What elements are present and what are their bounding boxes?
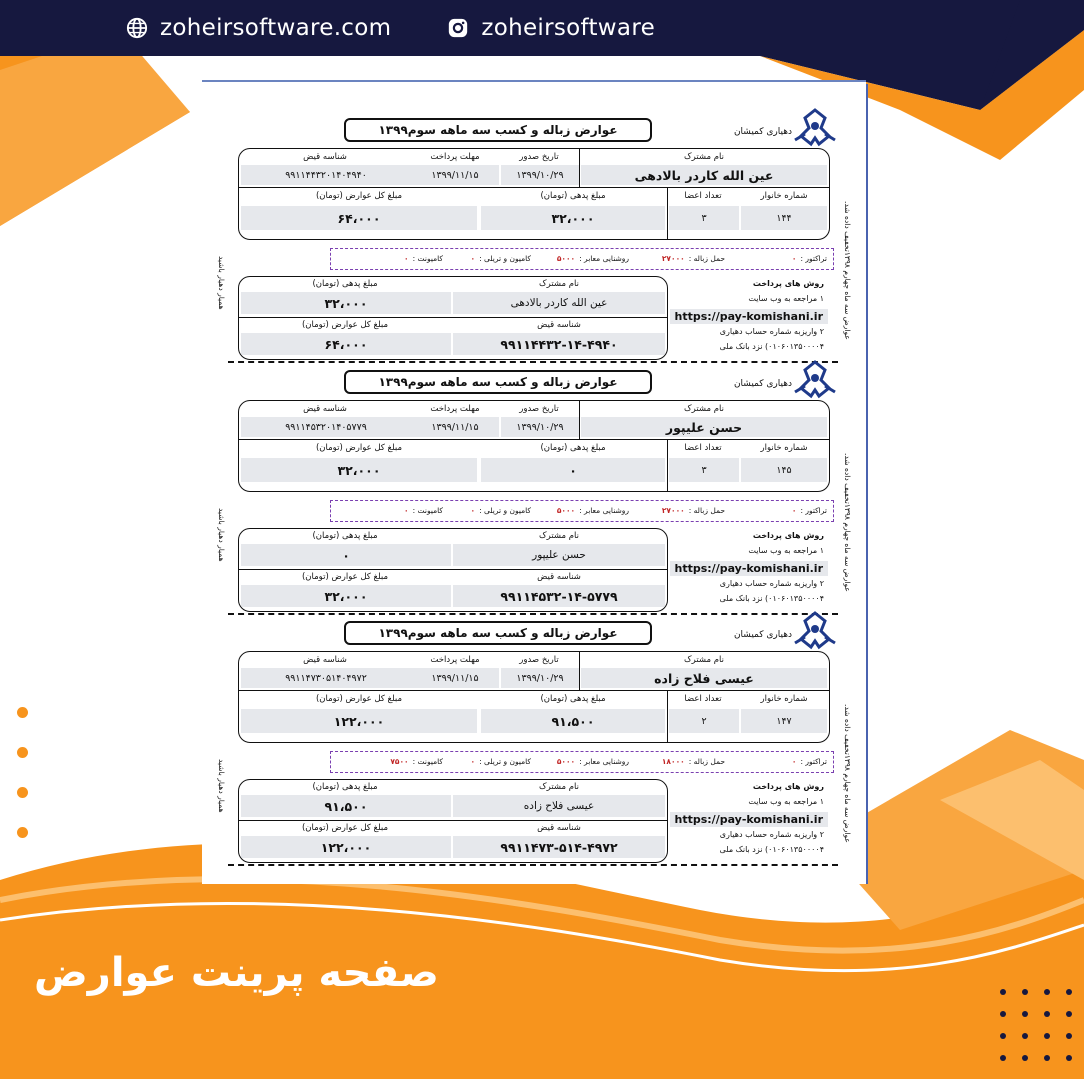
total-amount-text: مبلغ کل عوارض (تومان): [315, 694, 403, 704]
garbage-text: حمل زباله :: [688, 506, 725, 515]
decorative-dot: [1000, 1011, 1006, 1017]
members-label: [667, 694, 739, 704]
lighting-text: روشنایی معابر :: [579, 757, 629, 766]
stub-bill-id-label: [451, 823, 667, 833]
members-count: [669, 458, 739, 482]
bill-id-label: [239, 655, 411, 665]
stub-total-label: [239, 572, 451, 582]
van-text: ۰: [404, 506, 409, 515]
top-bar: [0, 0, 1084, 56]
decorative-dot: [1022, 1033, 1028, 1039]
subscriber-label: [579, 152, 829, 162]
household-no: [741, 458, 827, 482]
org-name: [722, 379, 792, 389]
org-name: [722, 630, 792, 640]
decorative-dots-right: [996, 985, 1084, 1065]
decorative-dot: [1066, 1055, 1072, 1061]
bill-id-text: ۹۹۱۱۴۵۳۲۰۱۴۰۵۷۷۹: [285, 421, 367, 433]
instagram-text: zoheirsoftware: [481, 15, 656, 41]
members-count: [669, 709, 739, 733]
pay-url-text: https://pay-komishani.ir: [674, 310, 823, 323]
total-text: ۶۴،۰۰۰: [324, 336, 368, 352]
pay-methods-title: [753, 782, 824, 791]
fee-lighting: [557, 506, 629, 515]
van-text: کامیونت :: [412, 254, 443, 263]
total-text: ۱۲۲،۰۰۰: [333, 713, 385, 729]
stub-bill-id-label: [451, 572, 667, 582]
fee-truck-trailer: [471, 254, 531, 263]
pay-method-website: [748, 546, 824, 555]
bill-main-box: [238, 148, 830, 240]
helper-note: [212, 733, 226, 813]
subscriber-text: نام مشترک: [684, 655, 724, 665]
paid-amount: [481, 206, 665, 230]
page-caption: صفحه پرینت عوارض: [34, 950, 439, 996]
decorative-dot: [1022, 1055, 1028, 1061]
tractor-text: ۰: [791, 506, 797, 515]
due-date-label: [411, 152, 499, 162]
org-name: [722, 127, 792, 137]
decorative-dot: [1044, 1011, 1050, 1017]
website-text: zoheirsoftware.com: [160, 15, 392, 41]
issue-date-text: تاریخ صدور: [519, 404, 559, 414]
fee-garbage: [662, 757, 725, 766]
due-date: [411, 165, 499, 185]
subscriber-text: نام مشترک: [684, 404, 724, 414]
due-date-label: [411, 655, 499, 665]
paid-amount: [481, 709, 665, 733]
website-link[interactable]: [126, 15, 391, 41]
paid-amount-text: مبلغ پدهی (تومان): [540, 191, 606, 201]
title-text: عوارض زباله و کسب سه ماهه سوم۱۳۹۹: [378, 123, 618, 137]
paid-text: ۹۱،۵۰۰: [551, 713, 595, 729]
truck-trailer-text: کامیون و تریلی :: [479, 506, 531, 515]
bill-id-label: [239, 152, 411, 162]
bill-id-text: شناسه قیض: [303, 152, 347, 162]
household-no-text: شماره خانوار: [760, 191, 808, 201]
subscriber-name: [581, 668, 827, 688]
title-text: عوارض زباله و کسب سه ماهه سوم۱۳۹۹: [378, 626, 618, 640]
bill-title: [344, 370, 652, 394]
side-right-text: عوارض سه ماه چهارم ۱۳۹۸تخفیف داده شد.: [843, 704, 852, 843]
issue-date-label: [499, 655, 579, 665]
decorative-dot: [1044, 989, 1050, 995]
total-text: ۱۲۲،۰۰۰: [320, 839, 372, 855]
decorative-dot: [1044, 1033, 1050, 1039]
stub-paid-amount: [241, 544, 451, 566]
subscriber-text: نام مشترک: [539, 782, 579, 792]
household-no-text: ۱۴۴: [776, 212, 792, 224]
total-label: [239, 191, 479, 201]
stub-subscriber-label: [451, 782, 667, 792]
pay-2-text: ۲ واریزبه شماره حساب دهیاری: [719, 579, 824, 588]
lighting-text: ۵۰۰۰: [556, 506, 576, 515]
van-text: کامیونت :: [412, 506, 443, 515]
household-label: [739, 191, 829, 201]
members-text: ۳: [701, 464, 707, 476]
pay-1-text: ۱ مراجعه به وب سایت: [748, 546, 824, 555]
issue-date: [501, 165, 579, 185]
issue-date-text: ۱۳۹۹/۱۰/۲۹: [516, 672, 564, 684]
stub-bill-id-label: [451, 320, 667, 330]
fee-van: [404, 254, 443, 263]
discount-note: [838, 683, 852, 843]
issue-date-label: [499, 152, 579, 162]
due-date-text: مهلت پرداخت: [430, 152, 480, 162]
garbage-text: ۱۸۰۰۰: [661, 757, 685, 766]
stub-paid-label: [239, 531, 451, 541]
members-text: تعداد اعضا: [684, 694, 722, 704]
household-no: [741, 709, 827, 733]
fee-breakdown: [330, 500, 834, 522]
pay-2-text: ۲ واریزبه شماره حساب دهیاری: [719, 327, 824, 336]
stub-total-amount: [241, 836, 451, 858]
bill-title: [344, 621, 652, 645]
issue-date-text: ۱۳۹۹/۱۰/۲۹: [516, 169, 564, 181]
pay-methods-title: [753, 531, 824, 540]
paid-text: ۰: [569, 462, 577, 478]
pay-methods-text: روش های پرداخت: [752, 782, 824, 791]
stub-subscriber-label: [451, 531, 667, 541]
helper-note: [212, 230, 226, 310]
tractor-text: تراکتور :: [800, 506, 827, 515]
stub-bill-id-text: ۹۹۱۱۴۵۳۲-۱۴-۵۷۷۹: [500, 588, 618, 604]
truck-trailer-text: ۰: [470, 506, 476, 515]
due-date: [411, 668, 499, 688]
paid-amount-text: مبلغ پدهی (تومان): [312, 531, 378, 541]
title-text: عوارض زباله و کسب سه ماهه سوم۱۳۹۹: [378, 375, 618, 389]
issue-date: [501, 668, 579, 688]
truck-trailer-text: ۰: [470, 254, 476, 263]
pay-url-link[interactable]: [670, 309, 828, 324]
members-text: تعداد اعضا: [684, 443, 722, 453]
truck-trailer-text: کامیون و تریلی :: [479, 254, 531, 263]
cut-line: [228, 864, 838, 866]
bill-id-text: شناسه قیض: [537, 320, 581, 330]
bill-title: [344, 118, 652, 142]
dehyari-logo-icon: [791, 108, 839, 148]
fee-tractor: [792, 757, 827, 766]
pay-methods-title: [753, 279, 824, 288]
total-amount-text: مبلغ کل عوارض (تومان): [315, 443, 403, 453]
dehyari-logo-icon: [791, 611, 839, 651]
bill-card-3: [202, 583, 866, 855]
fee-truck-trailer: [471, 757, 531, 766]
stub-bill-id-text: ۹۹۱۱۴۴۳۲-۱۴-۴۹۴۰: [500, 336, 618, 352]
name-text: عین الله کاردر بالادهی: [510, 297, 608, 309]
bill-id-text: شناسه قیض: [537, 823, 581, 833]
pay-account-text: ۰۱۰۶۰۱۳۵۰۰۰۰۴) نزد بانک ملی: [719, 594, 824, 603]
decorative-dot: [1066, 1033, 1072, 1039]
stub-paid-label: [239, 782, 451, 792]
total-amount-text: مبلغ کل عوارض (تومان): [301, 572, 389, 582]
org-text: دهیاری کمیشان: [733, 630, 792, 640]
bill-id-text: شناسه قیض: [303, 404, 347, 414]
stub-subscriber-name: [453, 795, 665, 817]
stub-subscriber-label: [451, 279, 667, 289]
org-text: دهیاری کمیشان: [733, 127, 792, 137]
paid-amount-text: مبلغ پدهی (تومان): [312, 279, 378, 289]
household-no-text: شماره خانوار: [760, 694, 808, 704]
payment-methods: [672, 779, 832, 863]
name-text: عیسی فلاح زاده: [654, 670, 754, 686]
name-text: عیسی فلاح زاده: [523, 800, 595, 812]
paid-text: ۳۲،۰۰۰: [324, 295, 368, 311]
due-date-text: ۱۳۹۹/۱۱/۱۵: [431, 672, 479, 684]
issue-date-text: تاریخ صدور: [519, 655, 559, 665]
household-no-text: ۱۴۷: [776, 715, 792, 727]
stub-bill-id-text: ۹۹۱۱۴۷۳-۵۱۴-۴۹۷۲: [500, 839, 618, 855]
bill-card-1: [202, 80, 866, 352]
subscriber-text: نام مشترک: [539, 279, 579, 289]
tractor-text: تراکتور :: [800, 254, 827, 263]
garbage-text: حمل زباله :: [688, 757, 725, 766]
household-no: [741, 206, 827, 230]
lighting-text: ۵۰۰۰: [556, 254, 576, 263]
decorative-dot: [1022, 1011, 1028, 1017]
paid-text: ۹۱،۵۰۰: [324, 798, 368, 814]
side-right-text: عوارض سه ماه چهارم ۱۳۹۸تخفیف داده شد.: [843, 453, 852, 592]
issue-date-text: تاریخ صدور: [519, 152, 559, 162]
name-text: عین الله کاردر بالادهی: [634, 167, 774, 183]
household-no-text: ۱۴۵: [776, 464, 792, 476]
due-date: [411, 417, 499, 437]
members-text: ۳: [701, 212, 707, 224]
total-label: [239, 694, 479, 704]
van-text: ۰: [404, 254, 409, 263]
pay-account-number: [720, 845, 824, 854]
bill-id: [241, 668, 411, 688]
paid-amount-text: مبلغ پدهی (تومان): [540, 694, 606, 704]
side-left-text: همیار دهیار باشید: [217, 256, 226, 310]
bill-id: [241, 165, 411, 185]
total-text: ۶۴،۰۰۰: [337, 210, 381, 226]
members-label: [667, 443, 739, 453]
subscriber-label: [579, 655, 829, 665]
bill-stub: [238, 779, 668, 863]
decorative-dot: [1000, 1055, 1006, 1061]
truck-trailer-text: کامیون و تریلی :: [479, 757, 531, 766]
discount-note: [838, 180, 852, 340]
side-left-text: همیار دهیار باشید: [217, 508, 226, 562]
fee-garbage: [662, 254, 725, 263]
pay-url-link[interactable]: [670, 561, 828, 576]
discount-note: [838, 432, 852, 592]
globe-icon: [126, 17, 148, 39]
decorative-dot: [1066, 989, 1072, 995]
pay-method-website: [748, 294, 824, 303]
subscriber-name: [581, 417, 827, 437]
decorative-dot: [1000, 1033, 1006, 1039]
paid-label: [479, 694, 667, 704]
bill-main-box: [238, 400, 830, 492]
decorative-dot: [1044, 1055, 1050, 1061]
due-date-text: ۱۳۹۹/۱۱/۱۵: [431, 421, 479, 433]
pay-method-website: [748, 797, 824, 806]
fee-tractor: [792, 506, 827, 515]
paid-amount-text: مبلغ پدهی (تومان): [540, 443, 606, 453]
due-date-label: [411, 404, 499, 414]
lighting-text: روشنایی معابر :: [579, 506, 629, 515]
members-text: ۲: [701, 715, 707, 727]
issue-date: [501, 417, 579, 437]
tractor-text: ۰: [791, 254, 797, 263]
total-label: [239, 443, 479, 453]
total-amount: [241, 206, 477, 230]
bill-id: [241, 417, 411, 437]
side-right-text: عوارض سه ماه چهارم ۱۳۹۸تخفیف داده شد.: [843, 201, 852, 340]
decorative-dot: [1022, 989, 1028, 995]
bill-id-text: ۹۹۱۱۴۷۳۰۵۱۴۰۴۹۷۲: [285, 672, 367, 684]
paid-text: ۳۲،۰۰۰: [551, 210, 595, 226]
stub-total-label: [239, 320, 451, 330]
total-amount-text: مبلغ کل عوارض (تومان): [315, 191, 403, 201]
stub-paid-amount: [241, 795, 451, 817]
total-text: ۳۲،۰۰۰: [337, 462, 381, 478]
total-amount-text: مبلغ کل عوارض (تومان): [301, 823, 389, 833]
bill-list: [202, 80, 866, 884]
bill-main-box: [238, 651, 830, 743]
paid-label: [479, 191, 667, 201]
fee-breakdown: [330, 248, 834, 270]
instagram-icon: [447, 17, 469, 39]
pay-method-account: [720, 830, 824, 839]
paid-label: [479, 443, 667, 453]
paid-text: ۰: [342, 547, 350, 563]
decorative-dots-left: [12, 700, 32, 850]
total-amount: [241, 709, 477, 733]
pay-methods-text: روش های پرداخت: [752, 279, 824, 288]
total-amount: [241, 458, 477, 482]
decorative-dot: [1000, 989, 1006, 995]
lighting-text: ۵۰۰۰: [556, 757, 576, 766]
fee-van: [404, 506, 443, 515]
garbage-text: ۲۷۰۰۰: [661, 254, 685, 263]
stub-subscriber-name: [453, 544, 665, 566]
subscriber-name: [581, 165, 827, 185]
van-text: ۷۵۰۰: [390, 757, 409, 766]
pay-url-text: https://pay-komishani.ir: [674, 813, 823, 826]
stub-paid-label: [239, 279, 451, 289]
decorative-dot: [1066, 1011, 1072, 1017]
lighting-text: روشنایی معابر :: [579, 254, 629, 263]
pay-2-text: ۲ واریزبه شماره حساب دهیاری: [719, 830, 824, 839]
bill-id-text: ۹۹۱۱۴۴۳۲۰۱۴۰۴۹۴۰: [285, 169, 367, 181]
pay-url-text: https://pay-komishani.ir: [674, 562, 823, 575]
paid-amount-text: مبلغ پدهی (تومان): [312, 782, 378, 792]
members-text: تعداد اعضا: [684, 191, 722, 201]
garbage-text: حمل زباله :: [688, 254, 725, 263]
bill-id-text: شناسه قیض: [303, 655, 347, 665]
tractor-text: تراکتور :: [800, 757, 827, 766]
name-text: حسن علیپور: [532, 549, 586, 561]
truck-trailer-text: ۰: [470, 757, 476, 766]
fee-tractor: [792, 254, 827, 263]
stub-paid-amount: [241, 292, 451, 314]
pay-account-text: ۰۱۰۶۰۱۳۵۰۰۰۰۴) نزد بانک ملی: [719, 342, 824, 351]
name-text: حسن علیپور: [665, 419, 743, 435]
helper-note: [212, 482, 226, 562]
fee-truck-trailer: [471, 506, 531, 515]
pay-methods-text: روش های پرداخت: [752, 531, 824, 540]
members-label: [667, 191, 739, 201]
total-amount-text: مبلغ کل عوارض (تومان): [301, 320, 389, 330]
pay-1-text: ۱ مراجعه به وب سایت: [748, 797, 824, 806]
fee-breakdown: [330, 751, 834, 773]
members-count: [669, 206, 739, 230]
bill-id-text: شناسه قیض: [537, 572, 581, 582]
household-label: [739, 443, 829, 453]
subscriber-label: [579, 404, 829, 414]
org-text: دهیاری کمیشان: [733, 379, 792, 389]
due-date-text: مهلت پرداخت: [430, 655, 480, 665]
fee-lighting: [557, 254, 629, 263]
sheet-border: [866, 84, 868, 884]
pay-1-text: ۱ مراجعه به وب سایت: [748, 294, 824, 303]
van-text: کامیونت :: [412, 757, 443, 766]
household-label: [739, 694, 829, 704]
household-no-text: شماره خانوار: [760, 443, 808, 453]
issue-date-label: [499, 404, 579, 414]
fee-garbage: [662, 506, 725, 515]
subscriber-text: نام مشترک: [684, 152, 724, 162]
instagram-link[interactable]: [447, 15, 655, 41]
total-text: ۳۲،۰۰۰: [324, 588, 368, 604]
paid-amount: [481, 458, 665, 482]
side-left-text: همیار دهیار باشید: [217, 759, 226, 813]
subscriber-text: نام مشترک: [539, 531, 579, 541]
issue-date-text: ۱۳۹۹/۱۰/۲۹: [516, 421, 564, 433]
tractor-text: ۰: [791, 757, 797, 766]
bill-card-2: [202, 332, 866, 604]
fee-lighting: [557, 757, 629, 766]
stub-subscriber-name: [453, 292, 665, 314]
dehyari-logo-icon: [791, 360, 839, 400]
bill-id-label: [239, 404, 411, 414]
pay-account-text: ۰۱۰۶۰۱۳۵۰۰۰۰۴) نزد بانک ملی: [719, 845, 824, 854]
due-date-text: ۱۳۹۹/۱۱/۱۵: [431, 169, 479, 181]
garbage-text: ۲۷۰۰۰: [661, 506, 685, 515]
stub-bill-id: [453, 836, 665, 858]
fee-van: [390, 757, 443, 766]
due-date-text: مهلت پرداخت: [430, 404, 480, 414]
pay-url-link[interactable]: [670, 812, 828, 827]
stub-total-label: [239, 823, 451, 833]
